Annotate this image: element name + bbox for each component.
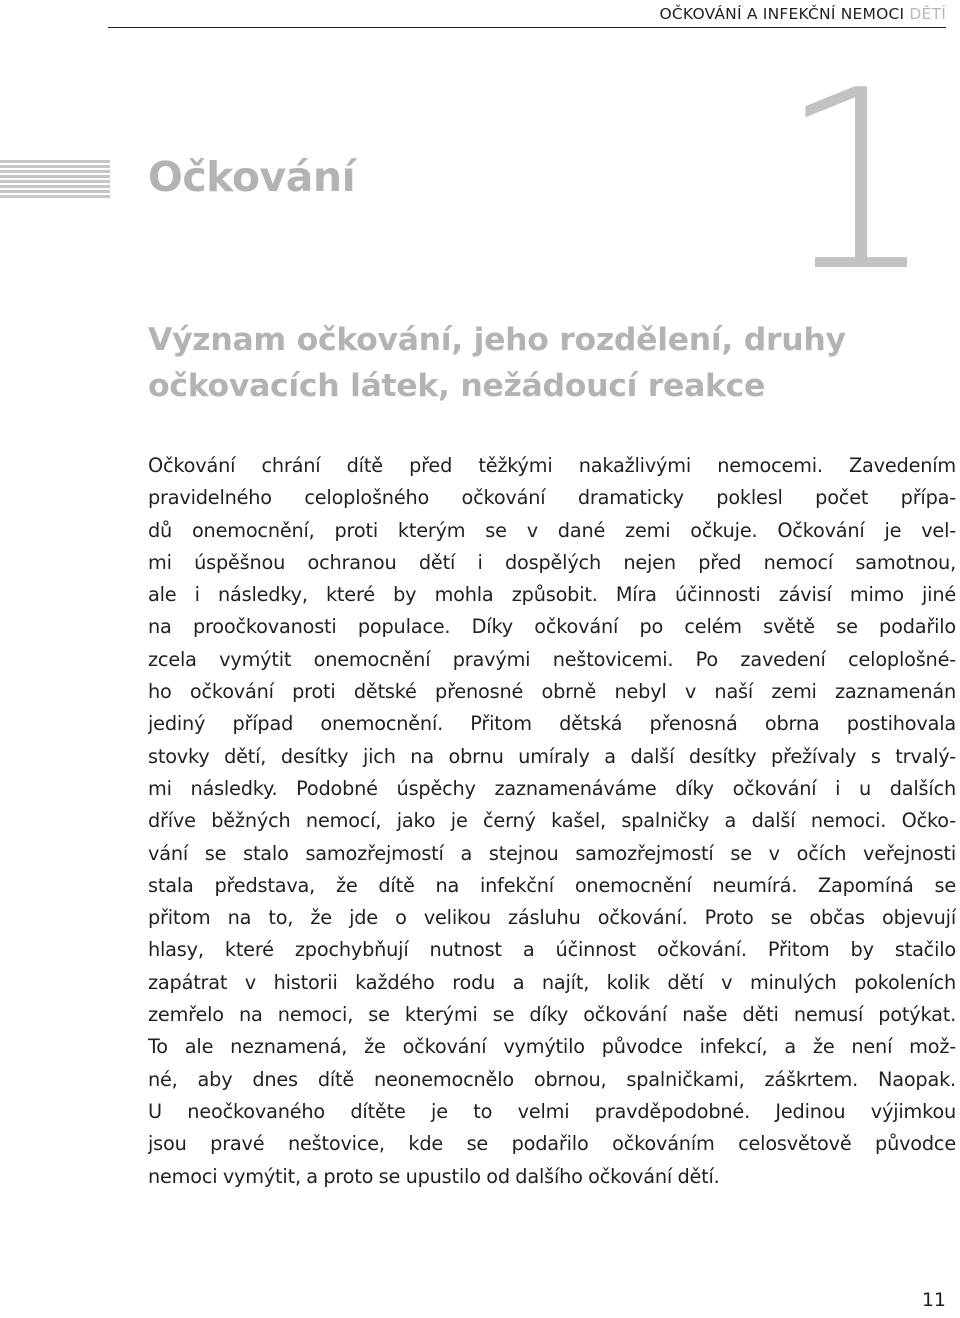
body-line: nemoci vymýtit, a proto se upustilo od dalšího očkování dětí.	[148, 1164, 720, 1188]
body-line: né, aby dnes dítě neonemocnělo obrnou, spalničkami, záškrtem. Naopak.	[148, 1067, 956, 1091]
body-line: stovky dětí, desítky jich na obrnu umíraly a další desítky přežívaly s trvalý-	[148, 744, 956, 768]
chapter-number: 1	[778, 38, 932, 326]
body-line: mi následky. Podobné úspěchy zaznamenáváme díky očkování i u dalších	[148, 776, 956, 800]
body-line: vání se stalo samozřejmostí a stejnou samozřejmostí se v očích veřejnosti	[148, 841, 956, 865]
body-line: přitom na to, že jde o velikou zásluhu očkování. Proto se občas objevují	[148, 906, 956, 930]
body-line: stala představa, že dítě na infekční onemocnění neumírá. Zapomíná se	[148, 873, 956, 897]
chapter-marker-bar	[0, 160, 110, 198]
body-line: jediný případ onemocnění. Přitom dětská přenosná obrna postihovala	[148, 712, 956, 736]
section-title	[148, 317, 908, 409]
section-title-line: Význam očkování, jeho rozdělení, druhy	[148, 322, 846, 358]
body-line: zcela vymýtit onemocnění pravými neštovicemi. Po zavedení celoplošné-	[148, 647, 956, 671]
body-line: To ale neznamená, že očkování vymýtilo původce infekcí, a že není mož-	[148, 1035, 956, 1059]
chapter-title: Očkování	[148, 153, 356, 201]
header-rule	[108, 27, 946, 28]
running-head	[660, 5, 947, 23]
body-line: zemřelo na nemoci, se kterými se díky očkování naše děti nemusí potýkat.	[148, 1003, 956, 1027]
body-line: mi úspěšnou ochranou dětí i dospělých nejen před nemocí samotnou,	[148, 550, 956, 574]
body-line: jsou pravé neštovice, kde se podařilo očkováním celosvětově původce	[148, 1132, 956, 1156]
body-line: hlasy, které zpochybňují nutnost a účinnost očkování. Přitom by stačilo	[148, 938, 956, 962]
body-line: dů onemocnění, proti kterým se v dané zemi očkuje. Očkování je vel-	[148, 518, 956, 542]
body-line: dříve běžných nemocí, jako je černý kašel, spalničky a další nemoci. Očko-	[148, 809, 956, 833]
body-line: Očkování chrání dítě před těžkými nakažlivými nemocemi. Zavedením	[148, 454, 956, 477]
body-paragraph	[148, 450, 956, 1193]
section-title-line: očkovacích látek, nežádoucí reakce	[148, 368, 766, 404]
running-head-main: OČKOVÁNÍ A INFEKČNÍ NEMOCI	[659, 5, 905, 23]
body-line: ho očkování proti dětské přenosné obrně nebyl v naší zemi zaznamenán	[148, 680, 956, 704]
body-line: pravidelného celoplošného očkování dramaticky poklesl počet přípa-	[148, 486, 956, 510]
page-number: 11	[921, 1289, 946, 1311]
body-line: na proočkovanosti populace. Díky očkování po celém světě se podařilo	[148, 615, 956, 639]
body-line: U neočkovaného dítěte je to velmi pravděpodobné. Jedinou výjimkou	[148, 1099, 956, 1123]
body-line: ale i následky, které by mohla způsobit. Míra účinnosti závisí mimo jiné	[148, 583, 956, 607]
running-head-light: DĚTÍ	[909, 5, 946, 23]
body-line: zapátrat v historii každého rodu a najít, kolik dětí v minulých pokoleních	[148, 970, 956, 994]
